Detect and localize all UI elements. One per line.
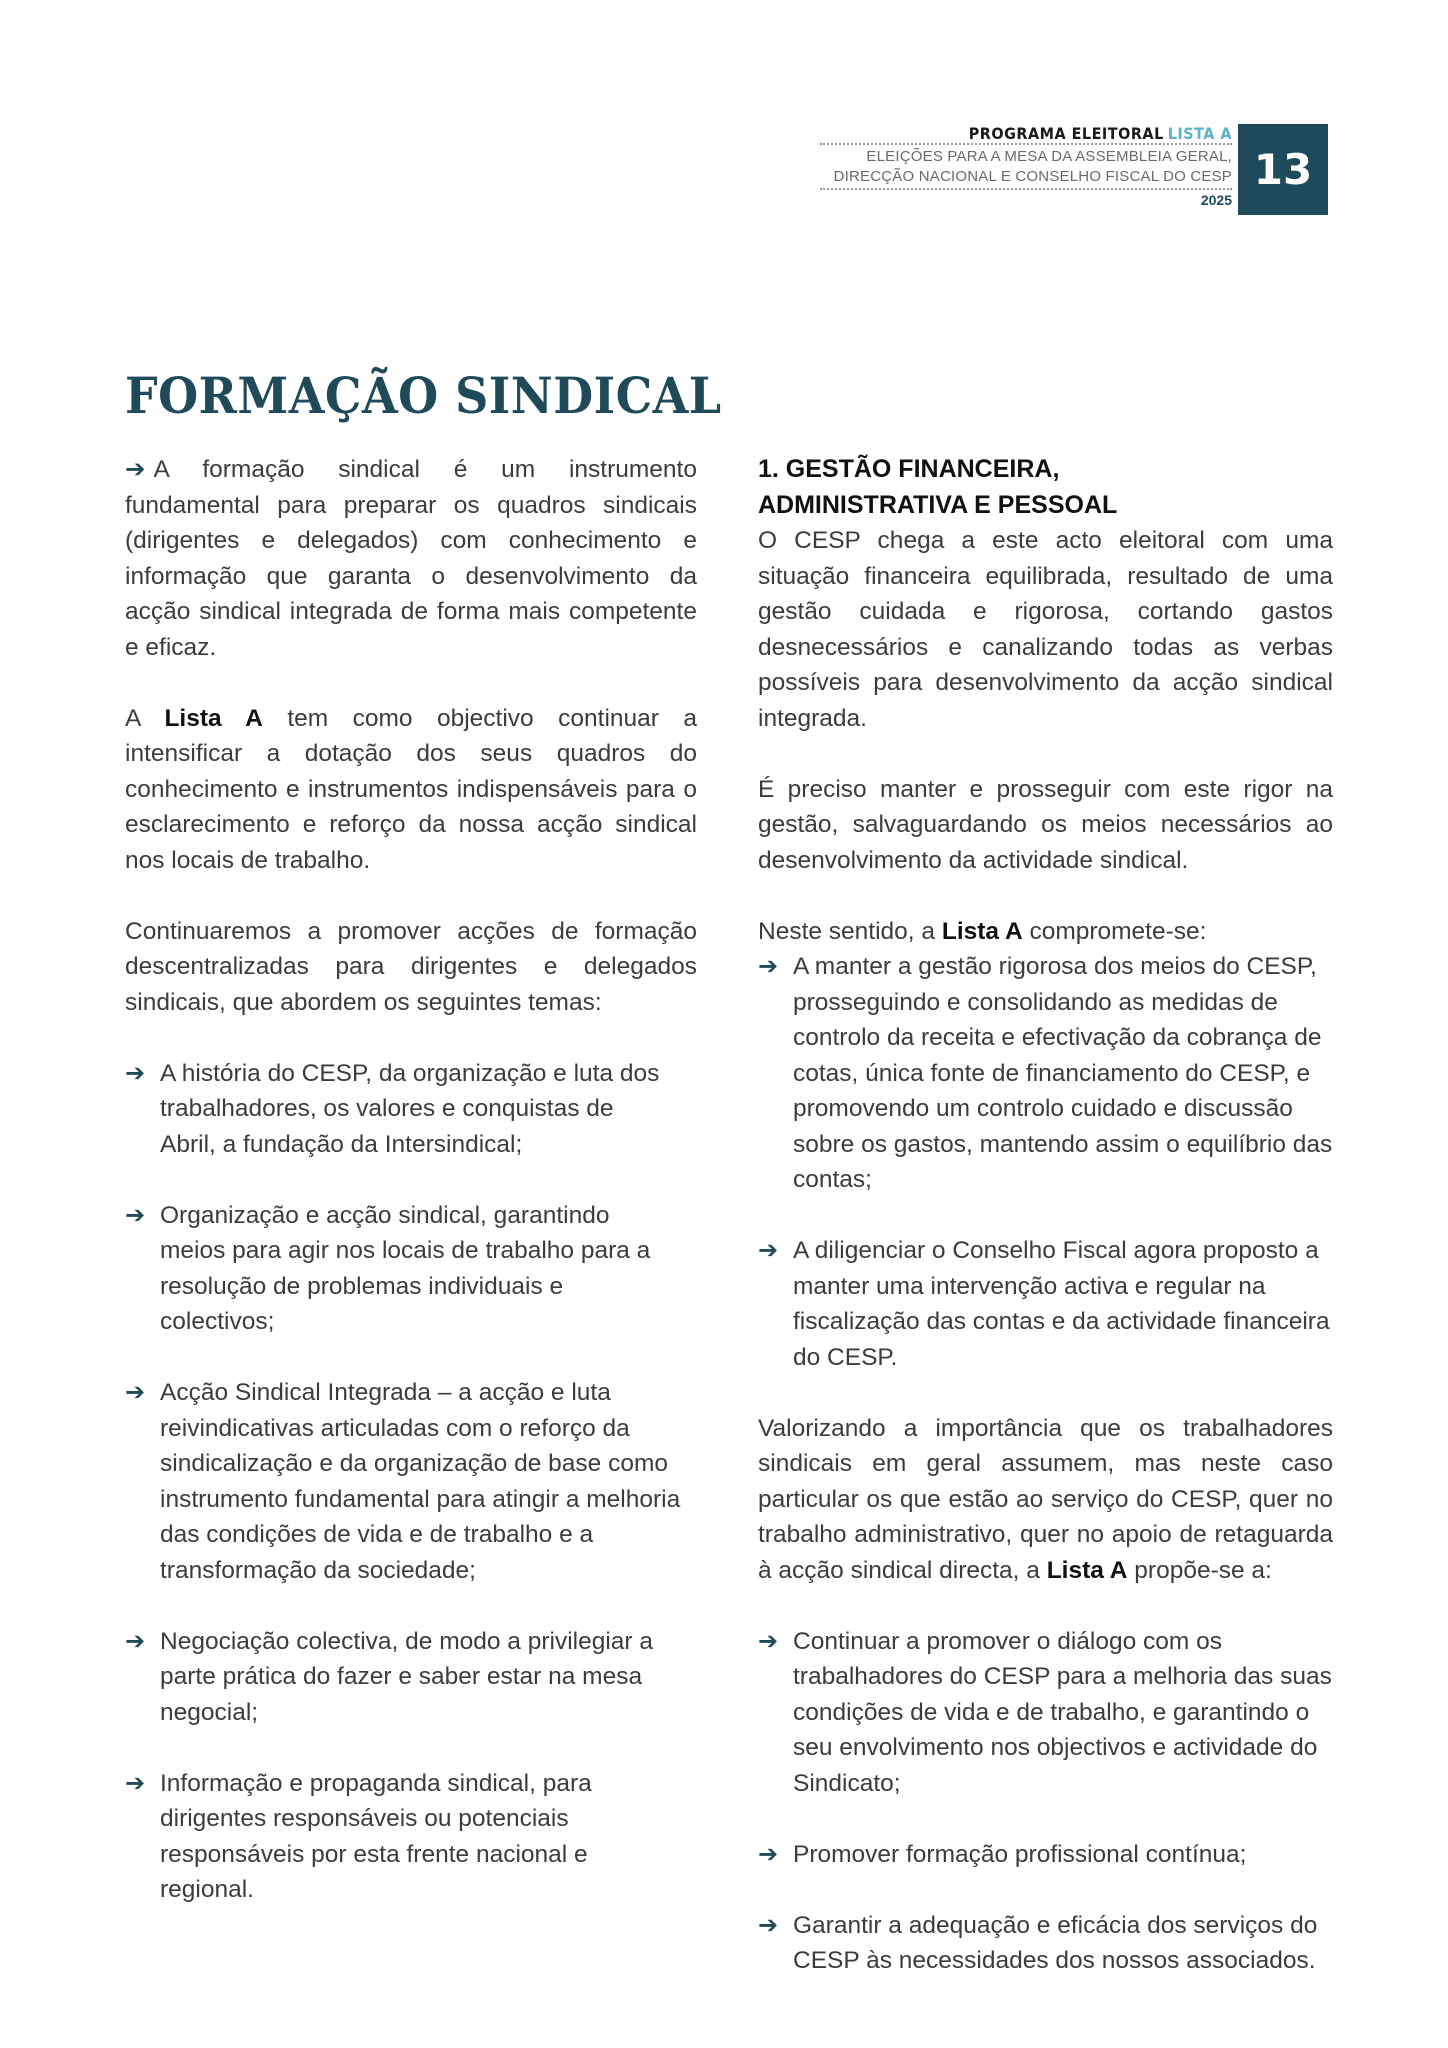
list-name: Lista A xyxy=(941,917,1023,945)
arrow-icon: ➔ xyxy=(758,1911,779,1939)
section-title-line-2: ADMINISTRATIVA E PESSOAL xyxy=(758,490,1118,519)
list-item xyxy=(758,1624,1333,1802)
topics-intro-paragraph: Continuaremos a promover acções de formação descentralizadas para dirigentes e delegados sindicais, que abordem os seguintes temas: xyxy=(125,917,697,1016)
list-item-text: Acção Sindical Integrada – a acção e luta reivindicativas articuladas com o reforço da sindicalização e da organização de base como instrumento fundamental para atingir a melhoria das condições de vida e de trabalho e a transformação da sociedade; xyxy=(160,1379,681,1584)
list-item-text: Informação e propaganda sindical, para dirigentes responsáveis ou potenciais responsáveis por esta frente nacional e regional. xyxy=(160,1769,592,1903)
page-header xyxy=(820,124,1232,210)
commitment-text-start: Neste sentido, a xyxy=(758,917,942,945)
workers-text-end: propõe-se a: xyxy=(1127,1556,1272,1584)
header-elections-line-1: ELEIÇÕES PARA A MESA DA ASSEMBLEIA GERAL, xyxy=(820,143,1232,167)
arrow-icon: ➔ xyxy=(758,1237,779,1264)
header-elections-line-2: DIRECÇÃO NACIONAL E CONSELHO FISCAL DO CESP xyxy=(820,167,1232,190)
left-column xyxy=(125,452,697,1908)
list-item xyxy=(125,1056,697,1163)
list-item-text: Garantir a adequação e eficácia dos serviços do CESP às necessidades dos nossos associados. xyxy=(793,1911,1318,1974)
arrow-icon: ➔ xyxy=(125,1627,146,1655)
list-item-text: A diligenciar o Conselho Fiscal agora proposto a manter uma intervenção activa e regular na fiscalização das contas e da actividade financeira do CESP. xyxy=(793,1237,1330,1371)
objective-text-end: tem como objectivo continuar a intensificar a dotação dos seus quadros do conhecimento e instrumentos indispensáveis para o esclarecimento e reforço da nossa acção sindical nos locais de trabalho. xyxy=(125,704,697,874)
list-item-text: Negociação colectiva, de modo a privilegiar a parte prática do fazer e saber estar na mesa negocial; xyxy=(160,1627,653,1726)
arrow-icon: ➔ xyxy=(758,1840,779,1868)
objective-paragraph xyxy=(125,701,697,879)
list-item xyxy=(758,949,1333,1198)
intro-paragraph xyxy=(125,452,697,665)
list-name: Lista A xyxy=(164,704,263,732)
arrow-icon: ➔ xyxy=(125,1379,146,1406)
header-program: PROGRAMA ELEITORAL xyxy=(968,124,1164,143)
header-list: LISTA A xyxy=(1167,124,1232,143)
header-program-line xyxy=(820,124,1232,143)
finance-paragraph: O CESP chega a este acto eleitoral com uma situação financeira equilibrada, resultado de uma gestão cuidada e rigorosa, cortando gastos desnecessários e canalizando todas as verbas possíveis para desenvolvimento da acção sindical integrada. xyxy=(758,527,1333,732)
commitment-paragraph xyxy=(758,914,1333,950)
commitment-text-end: compromete-se: xyxy=(1022,917,1207,945)
list-name: Lista A xyxy=(1046,1556,1128,1584)
intro-text: A formação sindical é um instrumento fundamental para preparar os quadros sindicais (dirigentes e delegados) com conhecimento e informação que garanta o desenvolvimento da acção sindical integrada de forma mais competente e eficaz. xyxy=(125,456,697,661)
arrow-icon: ➔ xyxy=(125,1769,146,1797)
list-item-text: Promover formação profissional contínua; xyxy=(793,1840,1247,1868)
arrow-icon: ➔ xyxy=(758,1627,779,1655)
arrow-icon: ➔ xyxy=(125,1201,146,1229)
rigor-paragraph: É preciso manter e prosseguir com este rigor na gestão, salvaguardando os meios necessários ao desenvolvimento da actividade sindical. xyxy=(758,775,1333,874)
list-item xyxy=(758,1908,1333,1979)
list-item-text: A história do CESP, da organização e luta dos trabalhadores, os valores e conquistas de Abril, a fundação da Intersindical; xyxy=(160,1059,660,1158)
arrow-icon: ➔ xyxy=(125,456,146,483)
page-number: 13 xyxy=(1238,124,1328,215)
list-item xyxy=(758,1233,1333,1375)
list-item-text: Continuar a promover o diálogo com os trabalhadores do CESP para a melhoria das suas condições de vida e de trabalho, e garantindo o seu envolvimento nos objectivos e actividade do Sindicato; xyxy=(793,1627,1332,1797)
list-item xyxy=(758,1837,1333,1873)
list-item xyxy=(125,1375,697,1588)
list-item xyxy=(125,1624,697,1731)
right-column xyxy=(758,452,1333,1979)
list-item-text: A manter a gestão rigorosa dos meios do CESP, prosseguindo e consolidando as medidas de controlo da receita e efectivação da cobrança de cotas, única fonte de financiamento do CESP, e promovendo um controlo cuidado e discussão sobre os gastos, mantendo assim o equilíbrio das contas; xyxy=(793,953,1333,1193)
list-item xyxy=(125,1198,697,1340)
header-year: 2025 xyxy=(1200,192,1232,208)
list-item xyxy=(125,1766,697,1908)
section-title-line-1: 1. GESTÃO FINANCEIRA, xyxy=(758,455,1060,483)
arrow-icon: ➔ xyxy=(125,1059,146,1087)
workers-paragraph xyxy=(758,1411,1333,1589)
list-item-text: Organização e acção sindical, garantindo meios para agir nos locais de trabalho para a resolução de problemas individuais e colectivos; xyxy=(160,1201,651,1335)
arrow-icon: ➔ xyxy=(758,953,779,980)
objective-text-start: A xyxy=(125,704,165,732)
workers-text-start: Valorizando a importância que os trabalhadores sindicais em geral assumem, mas neste caso particular os que estão ao serviço do CESP, quer no trabalho administrativo, quer no apoio de retaguarda à acção sindical directa, a xyxy=(758,1414,1333,1584)
page-title: FORMAÇÃO SINDICAL xyxy=(125,366,722,425)
